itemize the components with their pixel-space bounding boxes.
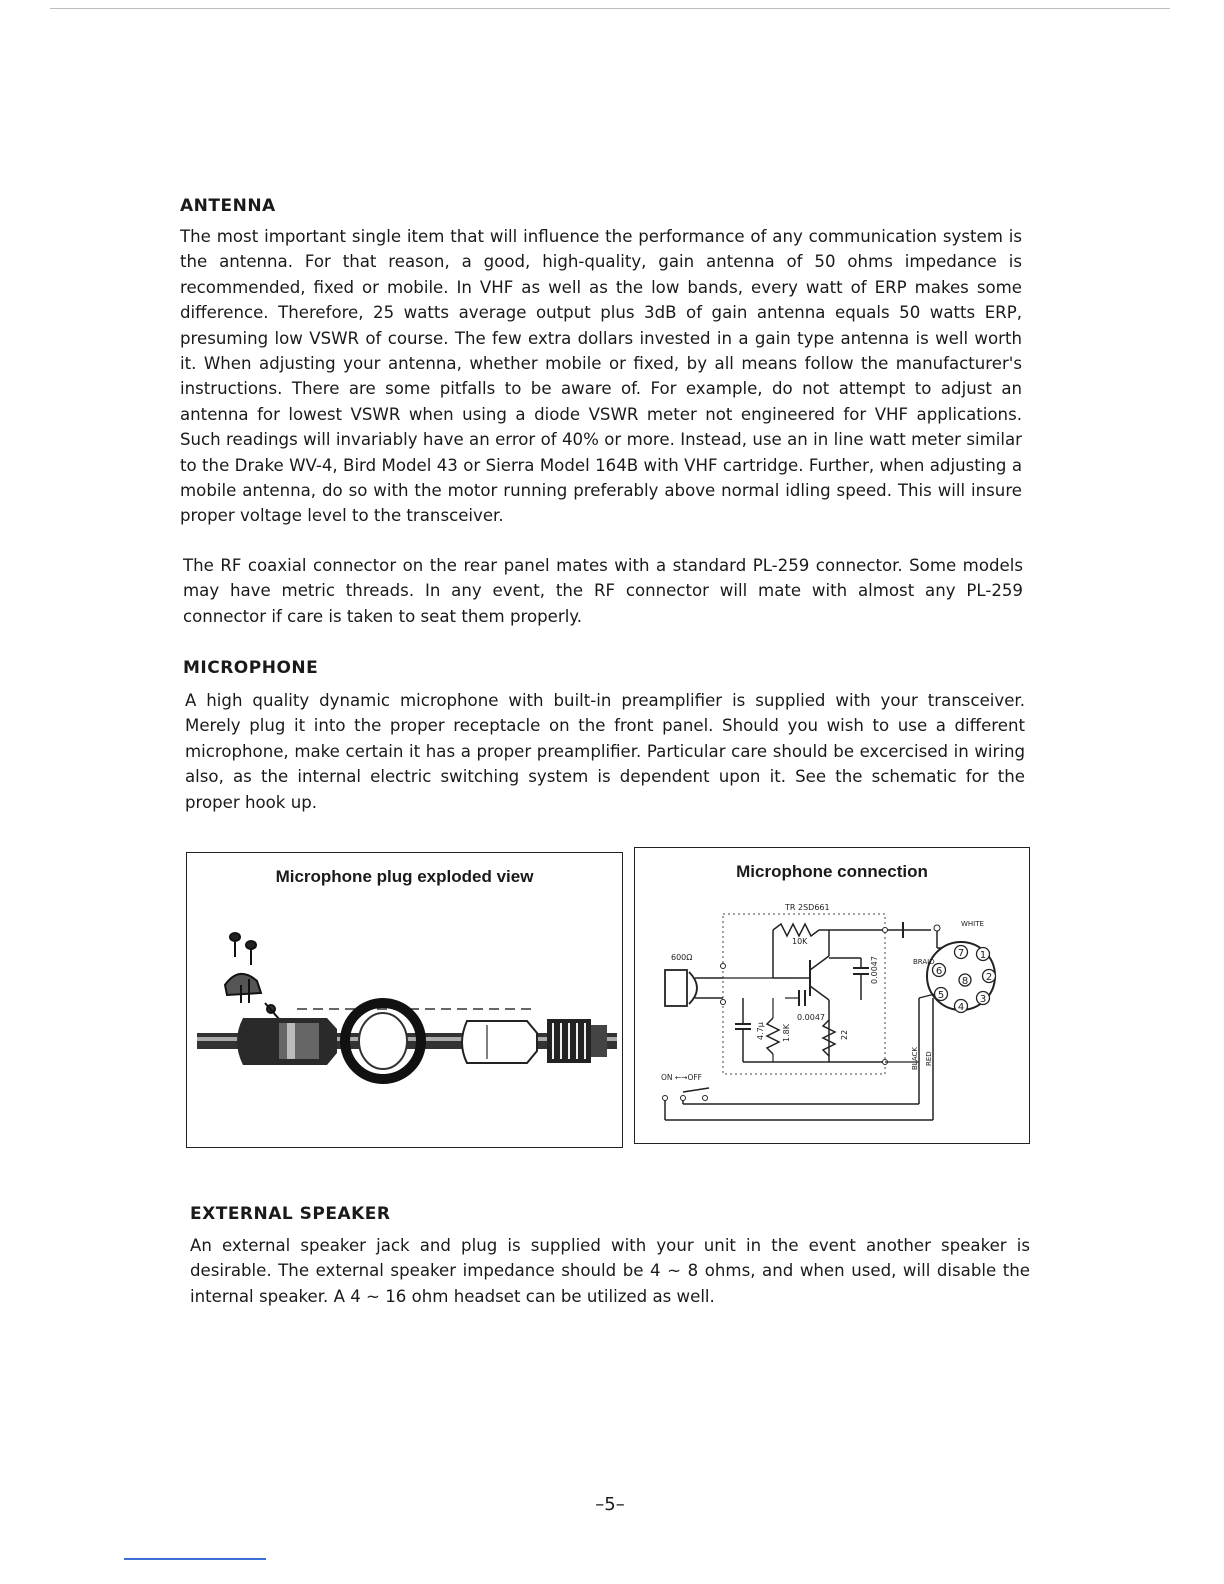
pin-8: 8 (961, 976, 969, 987)
microphone-paragraph: A high quality dynamic microphone with built-in preamplifier is supplied with your transceiver. Merely plug it into the proper receptacle on the front panel. Should you wish to use a different microphone, make certain it has a proper preamplifier. Particular care should be excercised in wiring also, as the internal electric switching system is dependent upon it. See the schematic for the proper hook up. (185, 691, 1025, 812)
antenna-paragraph-2: The RF coaxial connector on the rear panel mates with a standard PL-259 connector. Some models may have metric threads. In any event, the RF connector will mate with almost any PL-259 connector if care is taken to seat them properly. (183, 556, 1023, 626)
resistor-r3-label: 22 (840, 1029, 849, 1040)
microphone-connection-title: Microphone connection (736, 862, 928, 881)
pin-1: 1 (979, 950, 987, 961)
microphone-schematic (635, 848, 1029, 1143)
capacitor-c2-label: 0.0047 (797, 1013, 825, 1022)
black-wire-label: BLACK (911, 1046, 919, 1070)
mic-impedance-label: 600Ω (671, 953, 693, 962)
capacitor-c1-label: 0.0047 (870, 956, 879, 984)
capacitor-c3-label: 4.7μ (756, 1022, 765, 1040)
microphone-connection-panel (634, 847, 1030, 1144)
plug-exploded-view-panel (186, 852, 623, 1148)
antenna-heading: ANTENNA (180, 196, 276, 216)
pin-3: 3 (979, 994, 987, 1005)
page-number: –5– (595, 1494, 625, 1515)
ptt-switch-label: ON ←→OFF (661, 1073, 702, 1082)
scan-edge-mark (124, 1558, 266, 1560)
transistor-label: TR 2SD661 (785, 903, 830, 912)
pin-4: 4 (957, 1002, 965, 1013)
external-speaker-heading: EXTERNAL SPEAKER (190, 1204, 391, 1224)
antenna-paragraph-1: The most important single item that will influence the performance of any communication system is the antenna. For that reason, a good, high-quality, gain antenna of 50 ohms impedance is recommended, fixed or mobile. In VHF as well as the low bands, every watt of ERP makes some difference. Therefore, 25 watts average output plus 3dB of gain antenna equals 50 watts ERP, presuming low VSWR of course. The few extra dollars invested in a gain type antenna is well worth it. When adjusting your antenna, whether mobile or fixed, by all means follow the manufacturer's instructions. There are some pitfalls to be aware of. For example, do not attempt to adjust an antenna for lowest VSWR when using a diode VSWR meter not engineered for VHF applications. Such readings will invariably have an error of 40% or more. Instead, use an in line watt meter similar to the Drake WV-4, Bird Model 43 or Sierra Model 164B with VHF cartridge. Further, when adjusting a mobile antenna, do so with the motor running preferably above normal idling speed. This will insure proper voltage level to the transceiver. (180, 227, 1022, 526)
white-wire-label: WHITE (961, 920, 984, 928)
external-speaker-paragraph: An external speaker jack and plug is supplied with your unit in the event another speaker is desirable. The external speaker impedance should be 4 ∼ 8 ohms, and when used, will disable the internal speaker. A 4 ∼ 16 ohm headset can be utilized as well. (190, 1236, 1030, 1306)
plug-exploded-view-drawing (187, 853, 622, 1147)
plug-exploded-view-title: Microphone plug exploded view (275, 867, 534, 886)
scan-edge-line (50, 8, 1170, 9)
braid-label: BRAID (913, 958, 935, 966)
resistor-r2-label: 1.8K (782, 1024, 791, 1042)
red-wire-label: RED (925, 1051, 933, 1066)
resistor-10k-label: 10K (792, 937, 808, 946)
pin-2: 2 (985, 972, 993, 983)
pin-7: 7 (957, 948, 965, 959)
pin-6: 6 (935, 966, 943, 977)
pin-5: 5 (937, 990, 945, 1001)
microphone-heading: MICROPHONE (183, 658, 319, 678)
